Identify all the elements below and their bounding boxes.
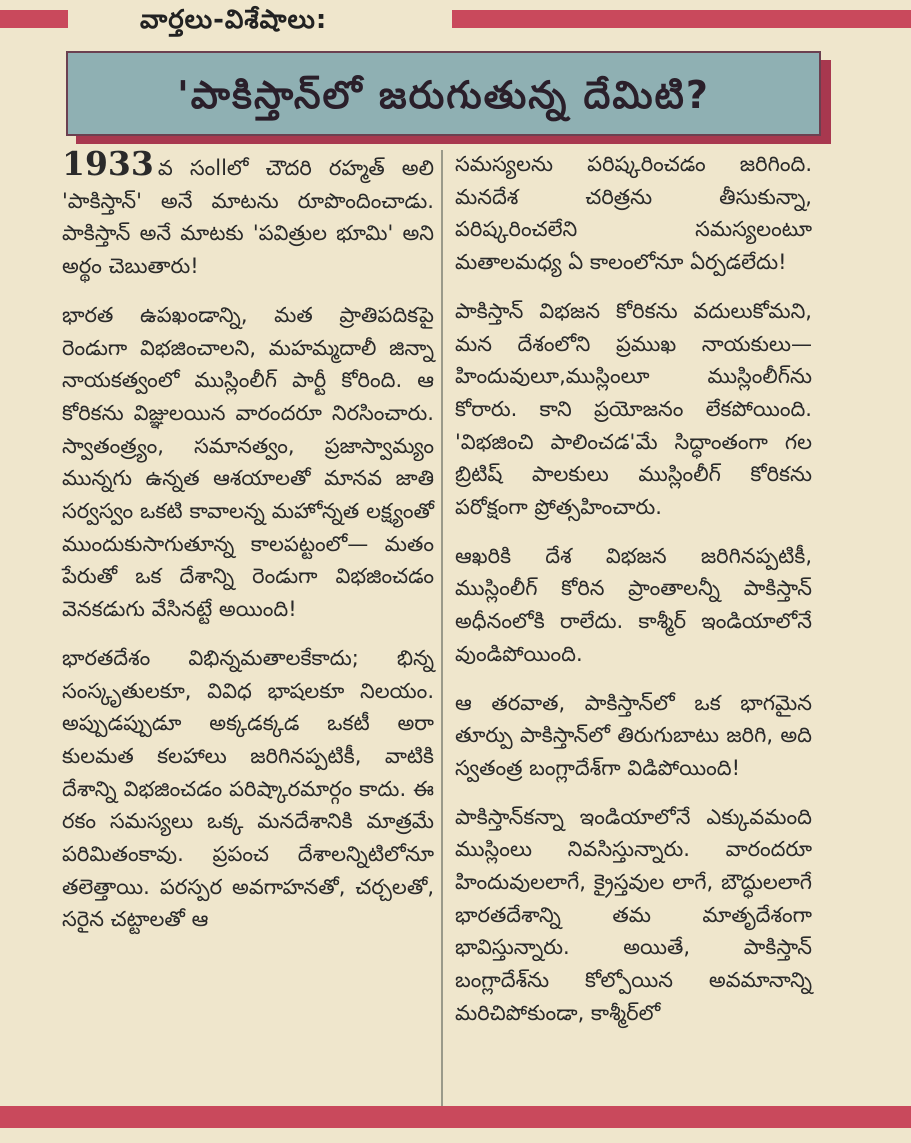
- paragraph: ఆఖరికి దేశ విభజన జరిగినప్పటికీ, ముస్లింలీగ్ కోరిన ప్రాంతాలన్నీ పాకిస్తాన్ అధీనంలోకి రాలేదు. కాశ్మీర్ ఇండియాలోనే వుండిపోయింది.: [455, 543, 812, 666]
- paragraph: పాకిస్తాన్‌కన్నా ఇండియాలోనే ఎక్కువమంది ముస్లింలు నివసిస్తున్నారు. వారందరూ హిందువులలాగే, క్రైస్తవుల లాగే, బౌద్ధులలాగే భారతదేశాన్ని తమ మాతృదేశంగా భావిస్తున్నారు. అయితే, పాకిస్తాన్ బంగ్లాదేశ్‌ను కోల్పోయిన అవమానాన్ని మరిచిపోకుండా, కాశ్మీర్‌లో: [455, 804, 812, 1025]
- header-stripe-left: [0, 10, 68, 28]
- title-banner: [66, 51, 821, 136]
- paragraph: భారతదేశం విభిన్నమతాలకేకాదు; భిన్న సంస్కృతులకూ, వివిధ భాషలకూ నిలయం. అప్పుడప్పుడూ అక్కడక్కడ ఒకటీ అరా కులమత కలహాలు జరిగినప్పటికీ, వాటికి దేశాన్ని విభజించడం పరిష్కారమార్గం కాదు. ఈ రకం సమస్యలు ఒక్క మనదేశానికి మాత్రమే పరిమితంకావు. ప్రపంచ దేశాలన్నిటిలోనూ తలెత్తాయి. పరస్పర అవగాహనతో, చర్చలతో, సరైన చట్టాలతో ఆ: [62, 645, 434, 932]
- paragraph: భారత ఉపఖండాన్ని, మత ప్రాతిపదికపై రెండుగా విభజించాలని, మహమ్మదాలీ జిన్నా నాయకత్వంలో ముస్లింలీగ్ పార్టీ కోరింది. ఆ కోరికను విజ్ఞులయిన వారందరూ నిరసించారు. స్వాతంత్ర్యం, సమానత్వం, ప్రజాస్వామ్యం మున్నగు ఉన్నత ఆశయాలతో మానవ జాతి సర్వస్వం ఒకటి కావాలన్న మహోన్నత లక్ష్యంతో ముందుకుసాగుతూన్న కాలపట్టంలో— మతం పేరుతో ఒక దేశాన్ని రెండుగా విభజించడం వెనకడుగు వేసినట్టే అయింది!: [62, 302, 434, 622]
- year-dropcap: 1933: [62, 144, 154, 183]
- paragraph: ఆ తరవాత, పాకిస్తాన్‌లో ఒక భాగమైన తూర్పు పాకిస్తాన్‌లో తిరుగుబాటు జరిగి, అది స్వతంత్ర బంగ్లాదేశ్‌గా విడిపోయింది!: [455, 690, 812, 780]
- column-divider: [441, 150, 443, 1110]
- paragraph: పాకిస్తాన్ విభజన కోరికను వదులుకోమని, మన దేశంలోని ప్రముఖ నాయకులు—హిందువులూ,ముస్లింలూ ముస్లింలీగ్‌ను కోరారు. కాని ప్రయోజనం లేకపోయింది. 'విభజించి పాలించడ'మే సిద్ధాంతంగా గల బ్రిటిష్ పాలకులు ముస్లింలీగ్ కోరికను పరోక్షంగా ప్రోత్సహించారు.: [455, 298, 812, 520]
- right-column: [455, 148, 812, 1046]
- article-title: 'పాకిస్తాన్‌లో జరుగుతున్న దేమిటి?: [177, 73, 710, 117]
- paragraph: సమస్యలను పరిష్కరించడం జరిగింది. మనదేశ చరిత్రను తీసుకున్నా, పరిష్కరించలేని సమస్యలంటూ మతాలమధ్య ఏ కాలంలోనూ ఏర్పడలేదు!: [455, 152, 812, 275]
- footer-stripe: [0, 1106, 911, 1128]
- left-column: [62, 144, 434, 952]
- paragraph: 1933 వ సంllలో చౌదరి రహ్మత్ అలి 'పాకిస్తాన్' అనే మాటను రూపొందించాడు. పాకిస్తాన్ అనే మాటకు 'పవిత్రుల భూమి' అని అర్థం చెబుతారు!: [62, 144, 434, 279]
- header-stripe-right: [452, 10, 911, 28]
- banner-shadow-right: [821, 60, 831, 144]
- section-label: వార్తలు-విశేషాలు:: [140, 5, 328, 35]
